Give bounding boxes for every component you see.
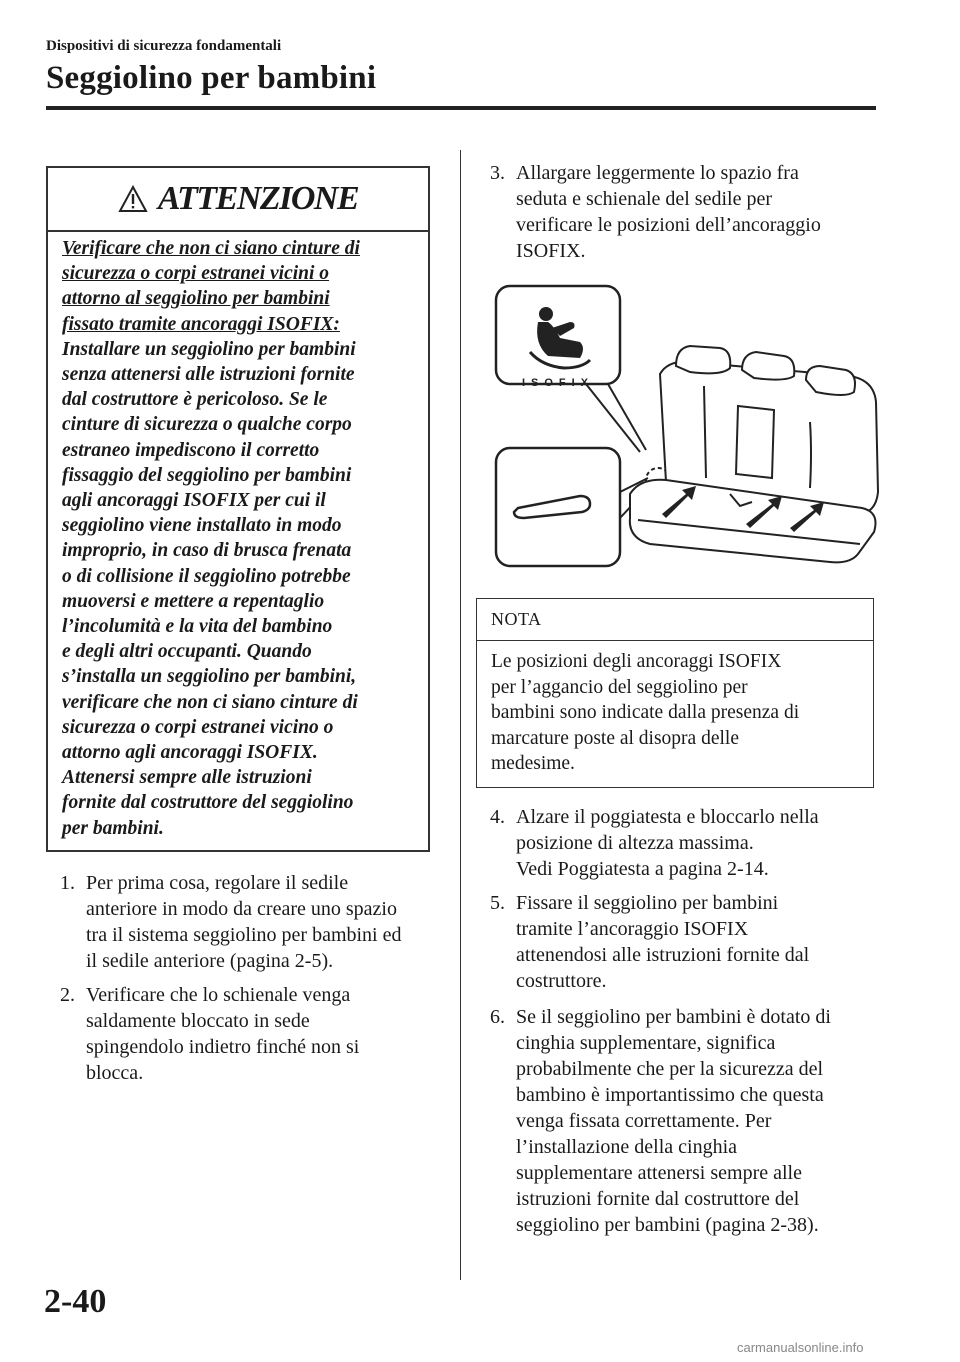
step-text-line: verificare le posizioni dell’ancoraggio xyxy=(516,214,821,236)
step-text-line: Allargare leggermente lo spazio fra xyxy=(516,162,799,184)
nota-body xyxy=(477,641,873,777)
step-1 xyxy=(60,870,440,974)
step-5 xyxy=(490,890,880,994)
warning-title: ATTENZIONE xyxy=(157,180,359,217)
step-text-line: costruttore. xyxy=(516,970,607,992)
step-text-line: saldamente bloccato in sede xyxy=(86,1010,310,1032)
step-text-line: l’installazione della cinghia xyxy=(516,1136,738,1158)
step-text-line: venga fissata correttamente. Per xyxy=(516,1110,772,1132)
warning-line: fornite dal costruttore del seggiolino xyxy=(62,792,354,814)
step-text-line: Se il seggiolino per bambini è dotato di xyxy=(516,1006,831,1028)
step-text-line: istruzioni fornite dal costruttore del xyxy=(516,1188,800,1210)
step-text-line: spingendolo indietro finché non si xyxy=(86,1036,360,1058)
nota-line: bambini sono indicate dalla presenza di xyxy=(491,702,800,723)
step-text-line: Per prima cosa, regolare il sedile xyxy=(86,872,349,894)
page-number: 2-40 xyxy=(44,1283,107,1320)
step-text-line: Alzare il poggiatesta e bloccarlo nella xyxy=(516,806,819,828)
warning-line: improprio, in caso di brusca frenata xyxy=(62,540,352,562)
warning-line: attorno agli ancoraggi ISOFIX. xyxy=(62,742,318,764)
step-number: 4. xyxy=(490,806,505,828)
warning-line: s’installa un seggiolino per bambini, xyxy=(62,666,357,688)
step-2 xyxy=(60,982,440,1086)
isofix-seat-illustration xyxy=(490,282,880,582)
isofix-icon-label: ISOFIX xyxy=(521,377,595,389)
page-title: Seggiolino per bambini xyxy=(46,60,377,96)
warning-line: verificare che non ci siano cinture di xyxy=(62,691,358,713)
step-number: 2. xyxy=(60,984,75,1006)
section-label: Dispositivi di sicurezza fondamentali xyxy=(46,38,282,54)
warning-line-underlined: sicurezza o corpi estranei vicini o xyxy=(62,263,330,285)
nota-line: Le posizioni degli ancoraggi ISOFIX xyxy=(491,651,782,672)
warning-body xyxy=(48,232,428,841)
step-number: 5. xyxy=(490,892,505,914)
warning-line: estraneo impediscono il corretto xyxy=(62,439,320,461)
step-number: 1. xyxy=(60,872,75,894)
rear-seat xyxy=(630,346,878,562)
warning-line: fissaggio del seggiolino per bambini xyxy=(62,464,352,486)
step-text-line: probabilmente che per la sicurezza del xyxy=(516,1058,824,1080)
step-3 xyxy=(490,160,880,264)
header-rule xyxy=(46,106,876,110)
warning-line: e degli altri occupanti. Quando xyxy=(62,641,312,663)
step-text-line: attenendosi alle istruzioni fornite dal xyxy=(516,944,810,966)
column-divider xyxy=(460,150,461,1280)
step-text-line: Verificare che lo schienale venga xyxy=(86,984,351,1006)
warning-line: senza attenersi alle istruzioni fornite xyxy=(62,364,355,386)
warning-line-underlined: Verificare che non ci siano cinture di xyxy=(62,238,360,259)
step-number: 3. xyxy=(490,162,505,184)
warning-line: cinture di sicurezza o qualche corpo xyxy=(62,414,352,436)
warning-header xyxy=(48,168,428,232)
step-text-line: seggiolino per bambini (pagina 2-38). xyxy=(516,1214,819,1236)
warning-line: muoversi e mettere a repentaglio xyxy=(62,590,325,612)
warning-line: agli ancoraggi ISOFIX per cui il xyxy=(62,490,326,512)
step-text-line: bambino è importantissimo che questa xyxy=(516,1084,824,1106)
step-number: 6. xyxy=(490,1006,505,1028)
warning-line-underlined: attorno al seggiolino per bambini xyxy=(62,288,330,310)
nota-line: marcature poste al disopra delle xyxy=(491,727,739,749)
step-text-line: ISOFIX. xyxy=(516,240,586,262)
step-text-line: anteriore in modo da creare uno spazio xyxy=(86,898,397,920)
step-4 xyxy=(490,804,880,882)
warning-box xyxy=(46,166,430,852)
step-text-line: Fissare il seggiolino per bambini xyxy=(516,892,779,914)
watermark: carmanualsonline.info xyxy=(737,1340,864,1355)
warning-line: o di collisione il seggiolino potrebbe xyxy=(62,565,351,587)
step-text-line: seduta e schienale del sedile per xyxy=(516,188,772,210)
step-text-line: il sedile anteriore (pagina 2-5). xyxy=(86,950,334,972)
warning-triangle-icon xyxy=(118,185,148,213)
warning-line: seggiolino viene installato in modo xyxy=(62,515,342,537)
nota-title: NOTA xyxy=(477,599,873,641)
nota-box xyxy=(476,598,874,788)
step-text-line: tramite l’ancoraggio ISOFIX xyxy=(516,918,749,940)
step-text-line: supplementare attenersi sempre alle xyxy=(516,1162,802,1184)
step-text-line: blocca. xyxy=(86,1062,144,1084)
warning-line: dal costruttore è pericoloso. Se le xyxy=(62,389,328,411)
step-text-line: cinghia supplementare, significa xyxy=(516,1032,776,1054)
nota-line: per l’aggancio del seggiolino per xyxy=(491,676,748,698)
warning-line: sicurezza o corpi estranei vicino o xyxy=(62,716,334,738)
warning-line: per bambini. xyxy=(62,817,164,839)
step-text-line: Vedi Poggiatesta a pagina 2-14. xyxy=(516,858,769,880)
step-6 xyxy=(490,1004,880,1238)
warning-line: Attenersi sempre alle istruzioni xyxy=(62,767,312,789)
warning-line: l’incolumità e la vita del bambino xyxy=(62,616,333,638)
step-text-line: posizione di altezza massima. xyxy=(516,832,754,854)
warning-line: Installare un seggiolino per bambini xyxy=(62,338,356,360)
step-text-line: tra il sistema seggiolino per bambini ed xyxy=(86,924,402,946)
warning-line-underlined: fissato tramite ancoraggi ISOFIX: xyxy=(62,313,340,335)
nota-line: medesime. xyxy=(491,753,575,774)
